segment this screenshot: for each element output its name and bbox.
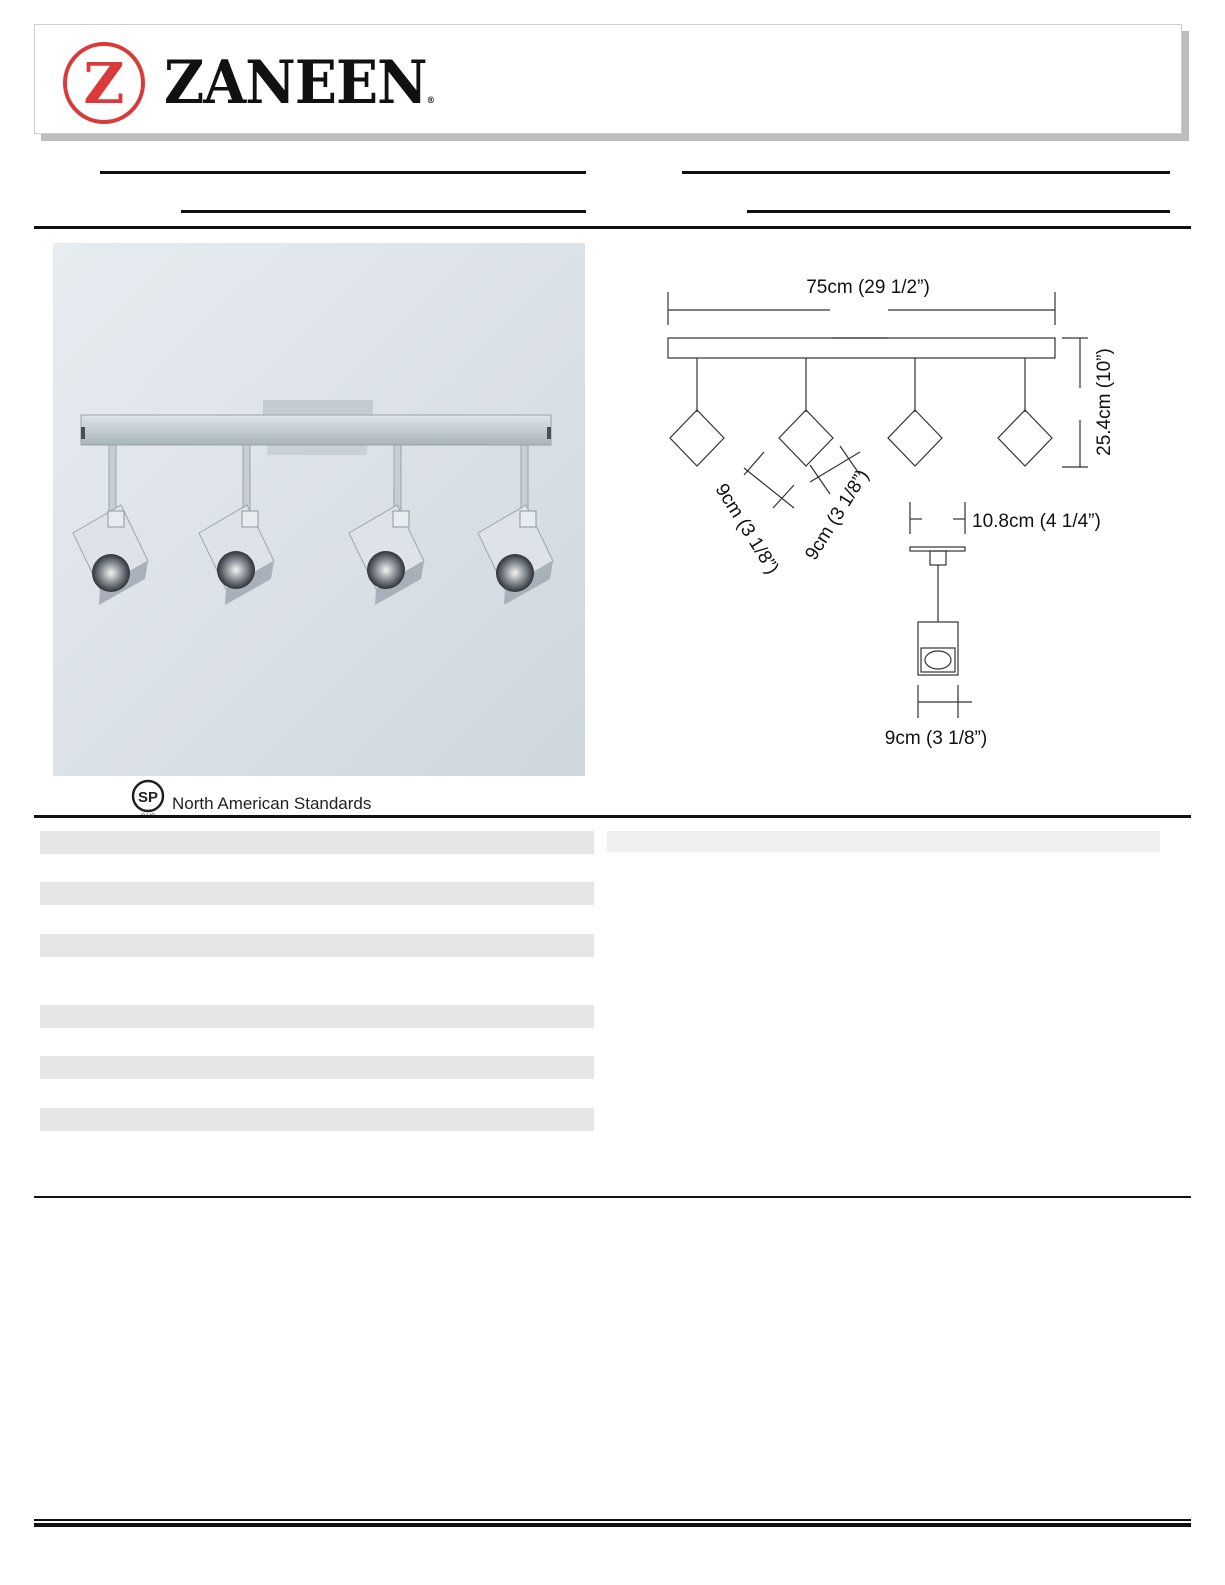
spec-row-3: [40, 934, 594, 957]
spec-row-1: [40, 831, 594, 854]
spec-row-5: [40, 1056, 594, 1079]
spec-row-4: [40, 1005, 594, 1028]
logo-letter: Z: [83, 51, 125, 117]
certification-label: North American Standards: [172, 794, 372, 813]
cert-mark-letters: SP: [137, 789, 159, 806]
footer-rule-thick: [34, 1523, 1191, 1527]
dim-canopy-width: 10.8cm (4 1/4”): [972, 511, 1101, 532]
blank-line-3: [181, 210, 586, 213]
section-rule-lower: [34, 1196, 1191, 1198]
section-rule-top: [34, 226, 1191, 229]
footer-rule-thin: [34, 1519, 1191, 1521]
registered-mark: ®: [426, 96, 435, 106]
product-photo: [53, 243, 585, 776]
dim-head-width-right: 9cm (3 1/8”): [801, 466, 874, 565]
dim-head-width-left: 9cm (3 1/8”): [710, 480, 783, 579]
dim-overall-width: 75cm (29 1/2”): [806, 277, 930, 298]
spec-row-6: [40, 1108, 594, 1131]
brand-name-text: ZANEEN: [164, 48, 427, 118]
dim-height: 25.4cm (10”): [1094, 348, 1115, 456]
zaneen-logo-icon: [62, 41, 146, 125]
blank-line-2: [682, 171, 1170, 174]
spec-row-2: [40, 882, 594, 905]
section-rule-middle: [34, 815, 1191, 818]
brand-name: [164, 48, 435, 118]
dim-head-front-width: 9cm (3 1/8”): [884, 728, 988, 749]
blank-line-1: [100, 171, 586, 174]
csa-certification-icon: [131, 779, 169, 819]
blank-line-4: [747, 210, 1170, 213]
dimension-diagram: [660, 270, 1130, 770]
spec-row-right-1: [607, 831, 1160, 852]
